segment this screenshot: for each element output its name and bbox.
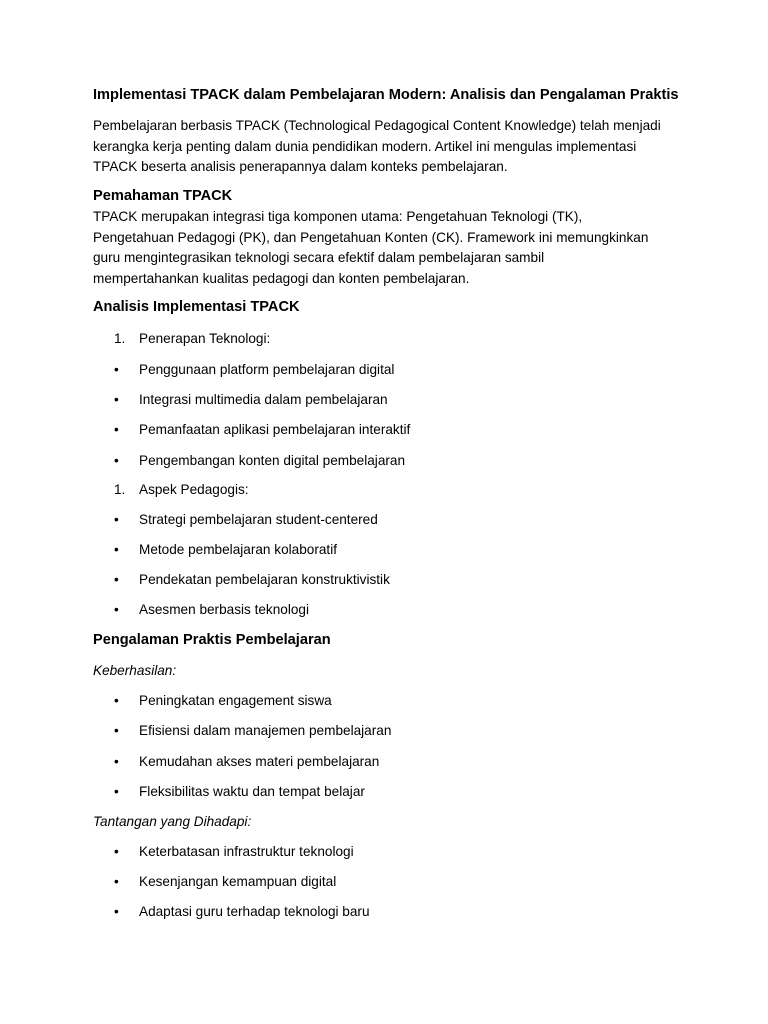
intro-line: TPACK beserta analisis penerapannya dalam konteks pembelajaran. (93, 159, 508, 174)
pemahaman-line: guru mengintegrasikan teknologi secara efektif dalam pembelajaran sambil (93, 250, 545, 265)
bullet: • (114, 602, 119, 617)
list-item: Metode pembelajaran kolaboratif (139, 542, 337, 557)
pemahaman-line: TPACK merupakan integrasi tiga komponen utama: Pengetahuan Teknologi (TK), (93, 209, 583, 224)
section-heading-analisis: Analisis Implementasi TPACK (93, 299, 300, 315)
bullet: • (114, 572, 119, 587)
intro-paragraph (93, 116, 661, 178)
subsection-label-keberhasilan: Keberhasilan: (93, 663, 177, 678)
pemahaman-paragraph (93, 207, 648, 289)
bullet: • (114, 904, 119, 919)
bullet: • (114, 422, 119, 437)
list-item: Efisiensi dalam manajemen pembelajaran (139, 723, 392, 738)
subsection-label-tantangan: Tantangan yang Dihadapi: (93, 814, 252, 829)
list-group-label: Aspek Pedagogis: (139, 482, 249, 497)
intro-line: Pembelajaran berbasis TPACK (Technological Pedagogical Content Knowledge) telah menjadi (93, 118, 661, 133)
list-item: Kesenjangan kemampuan digital (139, 874, 337, 889)
list-item: Integrasi multimedia dalam pembelajaran (139, 392, 388, 407)
list-item: Kemudahan akses materi pembelajaran (139, 754, 380, 769)
bullet: • (114, 453, 119, 468)
bullet: • (114, 512, 119, 527)
pemahaman-line: Pengetahuan Pedagogi (PK), dan Pengetahuan Konten (CK). Framework ini memungkinkan (93, 229, 649, 245)
intro-line: kerangka kerja penting dalam dunia pendidikan modern. Artikel ini mengulas implementasi (93, 138, 637, 154)
list-number: 1. (114, 331, 126, 346)
list-item: Fleksibilitas waktu dan tempat belajar (139, 784, 365, 799)
list-item: Pemanfaatan aplikasi pembelajaran interaktif (139, 422, 411, 437)
bullet: • (114, 784, 119, 799)
list-item: Peningkatan engagement siswa (139, 693, 332, 708)
bullet: • (114, 542, 119, 557)
list-item: Penggunaan platform pembelajaran digital (139, 362, 395, 377)
list-item: Strategi pembelajaran student-centered (139, 512, 378, 527)
bullet: • (114, 362, 119, 377)
section-heading-pemahaman: Pemahaman TPACK (93, 188, 233, 204)
list-item: Asesmen berbasis teknologi (139, 602, 310, 617)
list-number: 1. (114, 482, 126, 497)
list-item: Pendekatan pembelajaran konstruktivistik (139, 572, 390, 587)
bullet: • (114, 874, 119, 889)
list-item: Keterbatasan infrastruktur teknologi (139, 844, 354, 859)
bullet: • (114, 392, 119, 407)
list-item: Adaptasi guru terhadap teknologi baru (139, 904, 370, 919)
list-item: Pengembangan konten digital pembelajaran (139, 453, 406, 468)
document-title: Implementasi TPACK dalam Pembelajaran Modern: Analisis dan Pengalaman Praktis (93, 87, 679, 103)
bullet: • (114, 844, 119, 859)
pemahaman-line: mempertahankan kualitas pedagogi dan konten pembelajaran. (93, 270, 470, 286)
bullet: • (114, 693, 119, 708)
list-group-label: Penerapan Teknologi: (139, 331, 271, 346)
bullet: • (114, 723, 119, 738)
section-heading-pengalaman: Pengalaman Praktis Pembelajaran (93, 632, 331, 648)
bullet: • (114, 754, 119, 769)
